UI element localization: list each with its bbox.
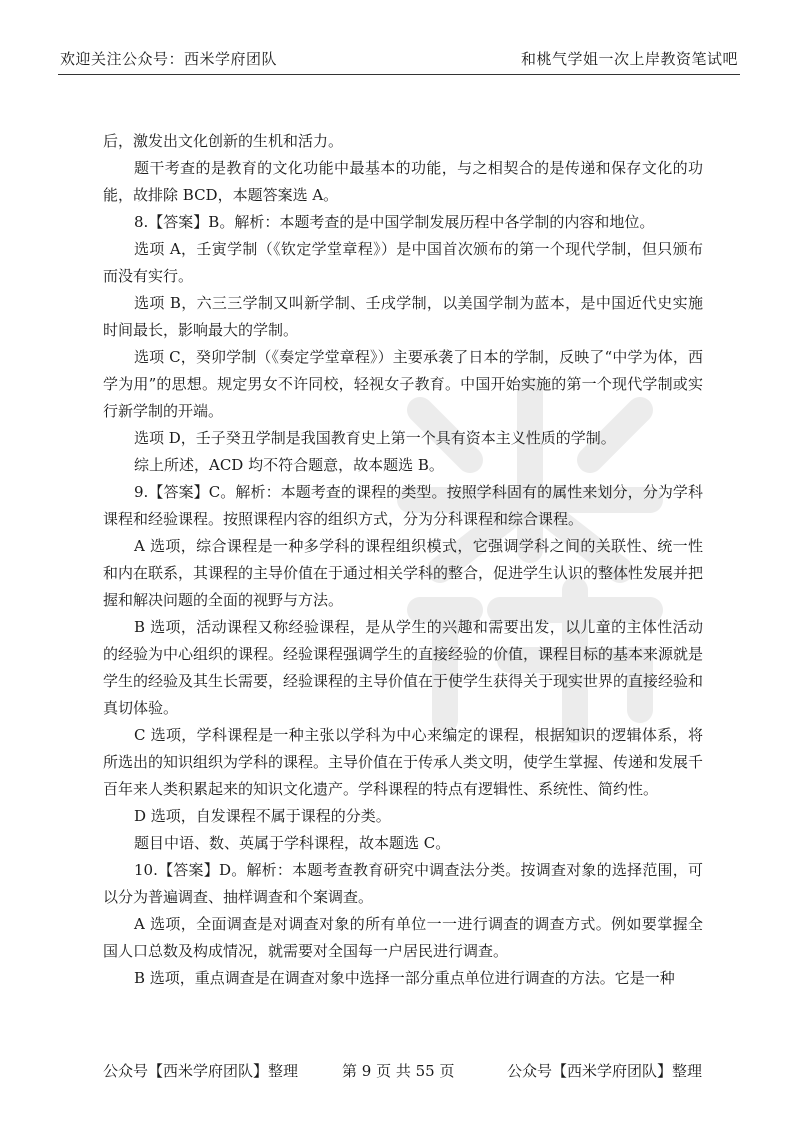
paragraph: 选项 D，壬子癸丑学制是我国教育史上第一个具有资本主义性质的学制。: [134, 429, 616, 447]
paragraph: C 选项，学科课程是一种主张以学科为中心来编定的课程，根据知识的逻辑体系，将所选出的知识组织为学科的课程。主导价值在于传承人类文明，使学生掌握、传递和发展千百年来人类积累起来的知识文化遗产。学科课程的特点有逻辑性、系统性、简约性。: [103, 726, 704, 798]
paragraph: 8.【答案】B。解析：本题考查的是中国学制发展历程中各学制的内容和地位。: [134, 213, 655, 231]
page-header: [0, 0, 800, 90]
footer-left-text: 公众号【西米学府团队】整理: [103, 1062, 299, 1080]
paragraph: 选项 A，壬寅学制（《钦定学堂章程》）是中国首次颁布的第一个现代学制，但只颁布而没有实行。: [103, 240, 703, 285]
page-number: 第 9 页 共 55 页: [342, 1062, 455, 1080]
paragraph: D 选项，自发课程不属于课程的分类。: [134, 807, 391, 825]
paragraph: 题干考查的是教育的文化功能中最基本的功能，与之相契合的是传递和保存文化的功能，故排除 BCD，本题答案选 A。: [103, 159, 703, 204]
paragraph: B 选项，活动课程又称经验课程，是从学生的兴趣和需要出发，以儿童的主体性活动的经验为中心组织的课程。经验课程强调学生的直接经验的价值，课程目标的基本来源就是学生的经验及其生长需要，经验课程的主导价值在于使学生获得关于现实世界的直接经验和真切体验。: [103, 618, 704, 717]
header-left-text: 欢迎关注公众号：西米学府团队: [60, 50, 278, 68]
paragraph: 10.【答案】D。解析：本题考查教育研究中调查法分类。按调查对象的选择范围，可以分为普遍调查、抽样调查和个案调查。: [103, 861, 703, 906]
paragraph: 选项 C，癸卯学制（《奏定学堂章程》）主要承袭了日本的学制，反映了“中学为体，西学为用”的思想。规定男女不许同校，轻视女子教育。中国开始实施的第一个现代学制或实行新学制的开端。: [103, 348, 703, 420]
paragraph: A 选项，综合课程是一种多学科的课程组织模式，它强调学科之间的关联性、统一性和内在联系，其课程的主导价值在于通过相关学科的整合，促进学生认识的整体性发展并把握和解决问题的全面的视野与方法。: [103, 537, 704, 609]
header-divider: [58, 74, 740, 75]
paragraph: 选项 B，六三三学制又叫新学制、壬戌学制，以美国学制为蓝本，是中国近代史实施时间最长，影响最大的学制。: [103, 294, 703, 339]
footer-right-text: 公众号【西米学府团队】整理: [507, 1062, 703, 1080]
document-body: [103, 128, 703, 992]
paragraph: 综上所述，ACD 均不符合题意，故本题选 B。: [134, 456, 444, 474]
paragraph: 题目中语、数、英属于学科课程，故本题选 C。: [134, 834, 451, 852]
paragraph: A 选项，全面调查是对调查对象的所有单位一一进行调查的调查方式。例如要掌握全国人口总数及构成情况，就需要对全国每一户居民进行调查。: [103, 915, 703, 960]
header-right-text: 和桃气学姐一次上岸教资笔试吧: [520, 50, 738, 68]
page-footer: [0, 1060, 800, 1090]
paragraph: 9.【答案】C。解析：本题考查的课程的类型。按照学科固有的属性来划分，分为学科课程和经验课程。按照课程内容的组织方式，分为分科课程和综合课程。: [103, 483, 703, 528]
paragraph: B 选项，重点调查是在调查对象中选择一部分重点单位进行调查的方法。它是一种: [134, 969, 675, 987]
paragraph: 后，激发出文化创新的生机和活力。: [103, 132, 344, 150]
